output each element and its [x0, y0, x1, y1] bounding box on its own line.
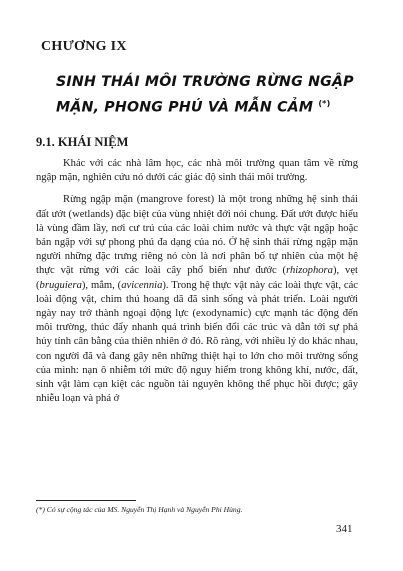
footnote-marker: (*)	[318, 99, 331, 108]
chapter-title-line-1: SINH THÁI MÔI TRƯỜNG RỪNG NGẬP	[56, 74, 354, 90]
chapter-title-line-2-text: MẶN, PHONG PHÚ VÀ MẪN CẢM	[56, 99, 314, 116]
paragraph-2-part-b: ), vẹt (	[36, 265, 358, 291]
chapter-label: CHƯƠNG IX	[41, 39, 127, 54]
term-bruguiera: bruguiera	[39, 279, 82, 291]
term-avicennia: avicennia	[121, 279, 163, 291]
footnote-divider	[36, 500, 136, 501]
term-rhizophora: rhizophora	[286, 265, 333, 277]
footnote: (*) Có sự cộng tác của MS. Nguyễn Thị Hạnh và Nguyễn Phi Hùng.	[36, 505, 243, 514]
paragraph-2-part-c: ), mắm, (	[81, 279, 122, 291]
section-heading: 9.1. KHÁI NIỆM	[36, 135, 129, 149]
chapter-title	[56, 72, 376, 119]
page-number: 341	[336, 523, 353, 535]
paragraph-1: Khác với các nhà lâm học, các nhà môi trường quan tâm về rừng ngập mặn, nghiên cứu nó dưới các giác độ sinh thái môi trường.	[36, 158, 358, 184]
paragraph-2	[36, 193, 358, 406]
chapter-title-line-2	[56, 93, 376, 119]
body-text	[36, 157, 358, 412]
paragraph-2-part-a: Rừng ngập mặn (mangrove forest) là một trong những hệ sinh thái đất ướt (wetlands) đặc biệt của vùng nhiệt đới nói chung. Đất ướt được hiểu là vùng đầm lầy, nơi cư trú của các loài chim nước và thực vật ngập hoặc bán ngập với sự phong phú đa dạng của nó. Ở hệ sinh thái rừng ngập mặn người những đặc trưng riêng nó còn là nơi phân bố tự nhiên của một hệ thực vật rừng với các loài cây phổ biến như đước (	[36, 194, 358, 277]
paragraph-2-part-d: ). Trong hệ thực vật này các loài thực vật, các loài động vật, chim thú hoang dã đã sinh sống và phát triển. Loài người ngày nay trở thành ngoại động lực (exodynamic) cực mạnh tác động đến môi trường, thúc đẩy nhanh quá trình biến đổi các trúc và dẫn tới sự phá hủy tính cân bằng của thiên nhiên ở đó. Rõ ràng, với nhiều lý do khác nhau, con người đã và đang gây nên những thiệt hại to lớn cho môi trường sống của mình: nạn ô nhiễm tới mức độ nguy hiểm trong không khí, nước, đất, sinh vật làm cạn kiệt các nguồn tài nguyên không thể phục hồi được; gây nhiễu loạn và phá ở	[36, 279, 358, 405]
